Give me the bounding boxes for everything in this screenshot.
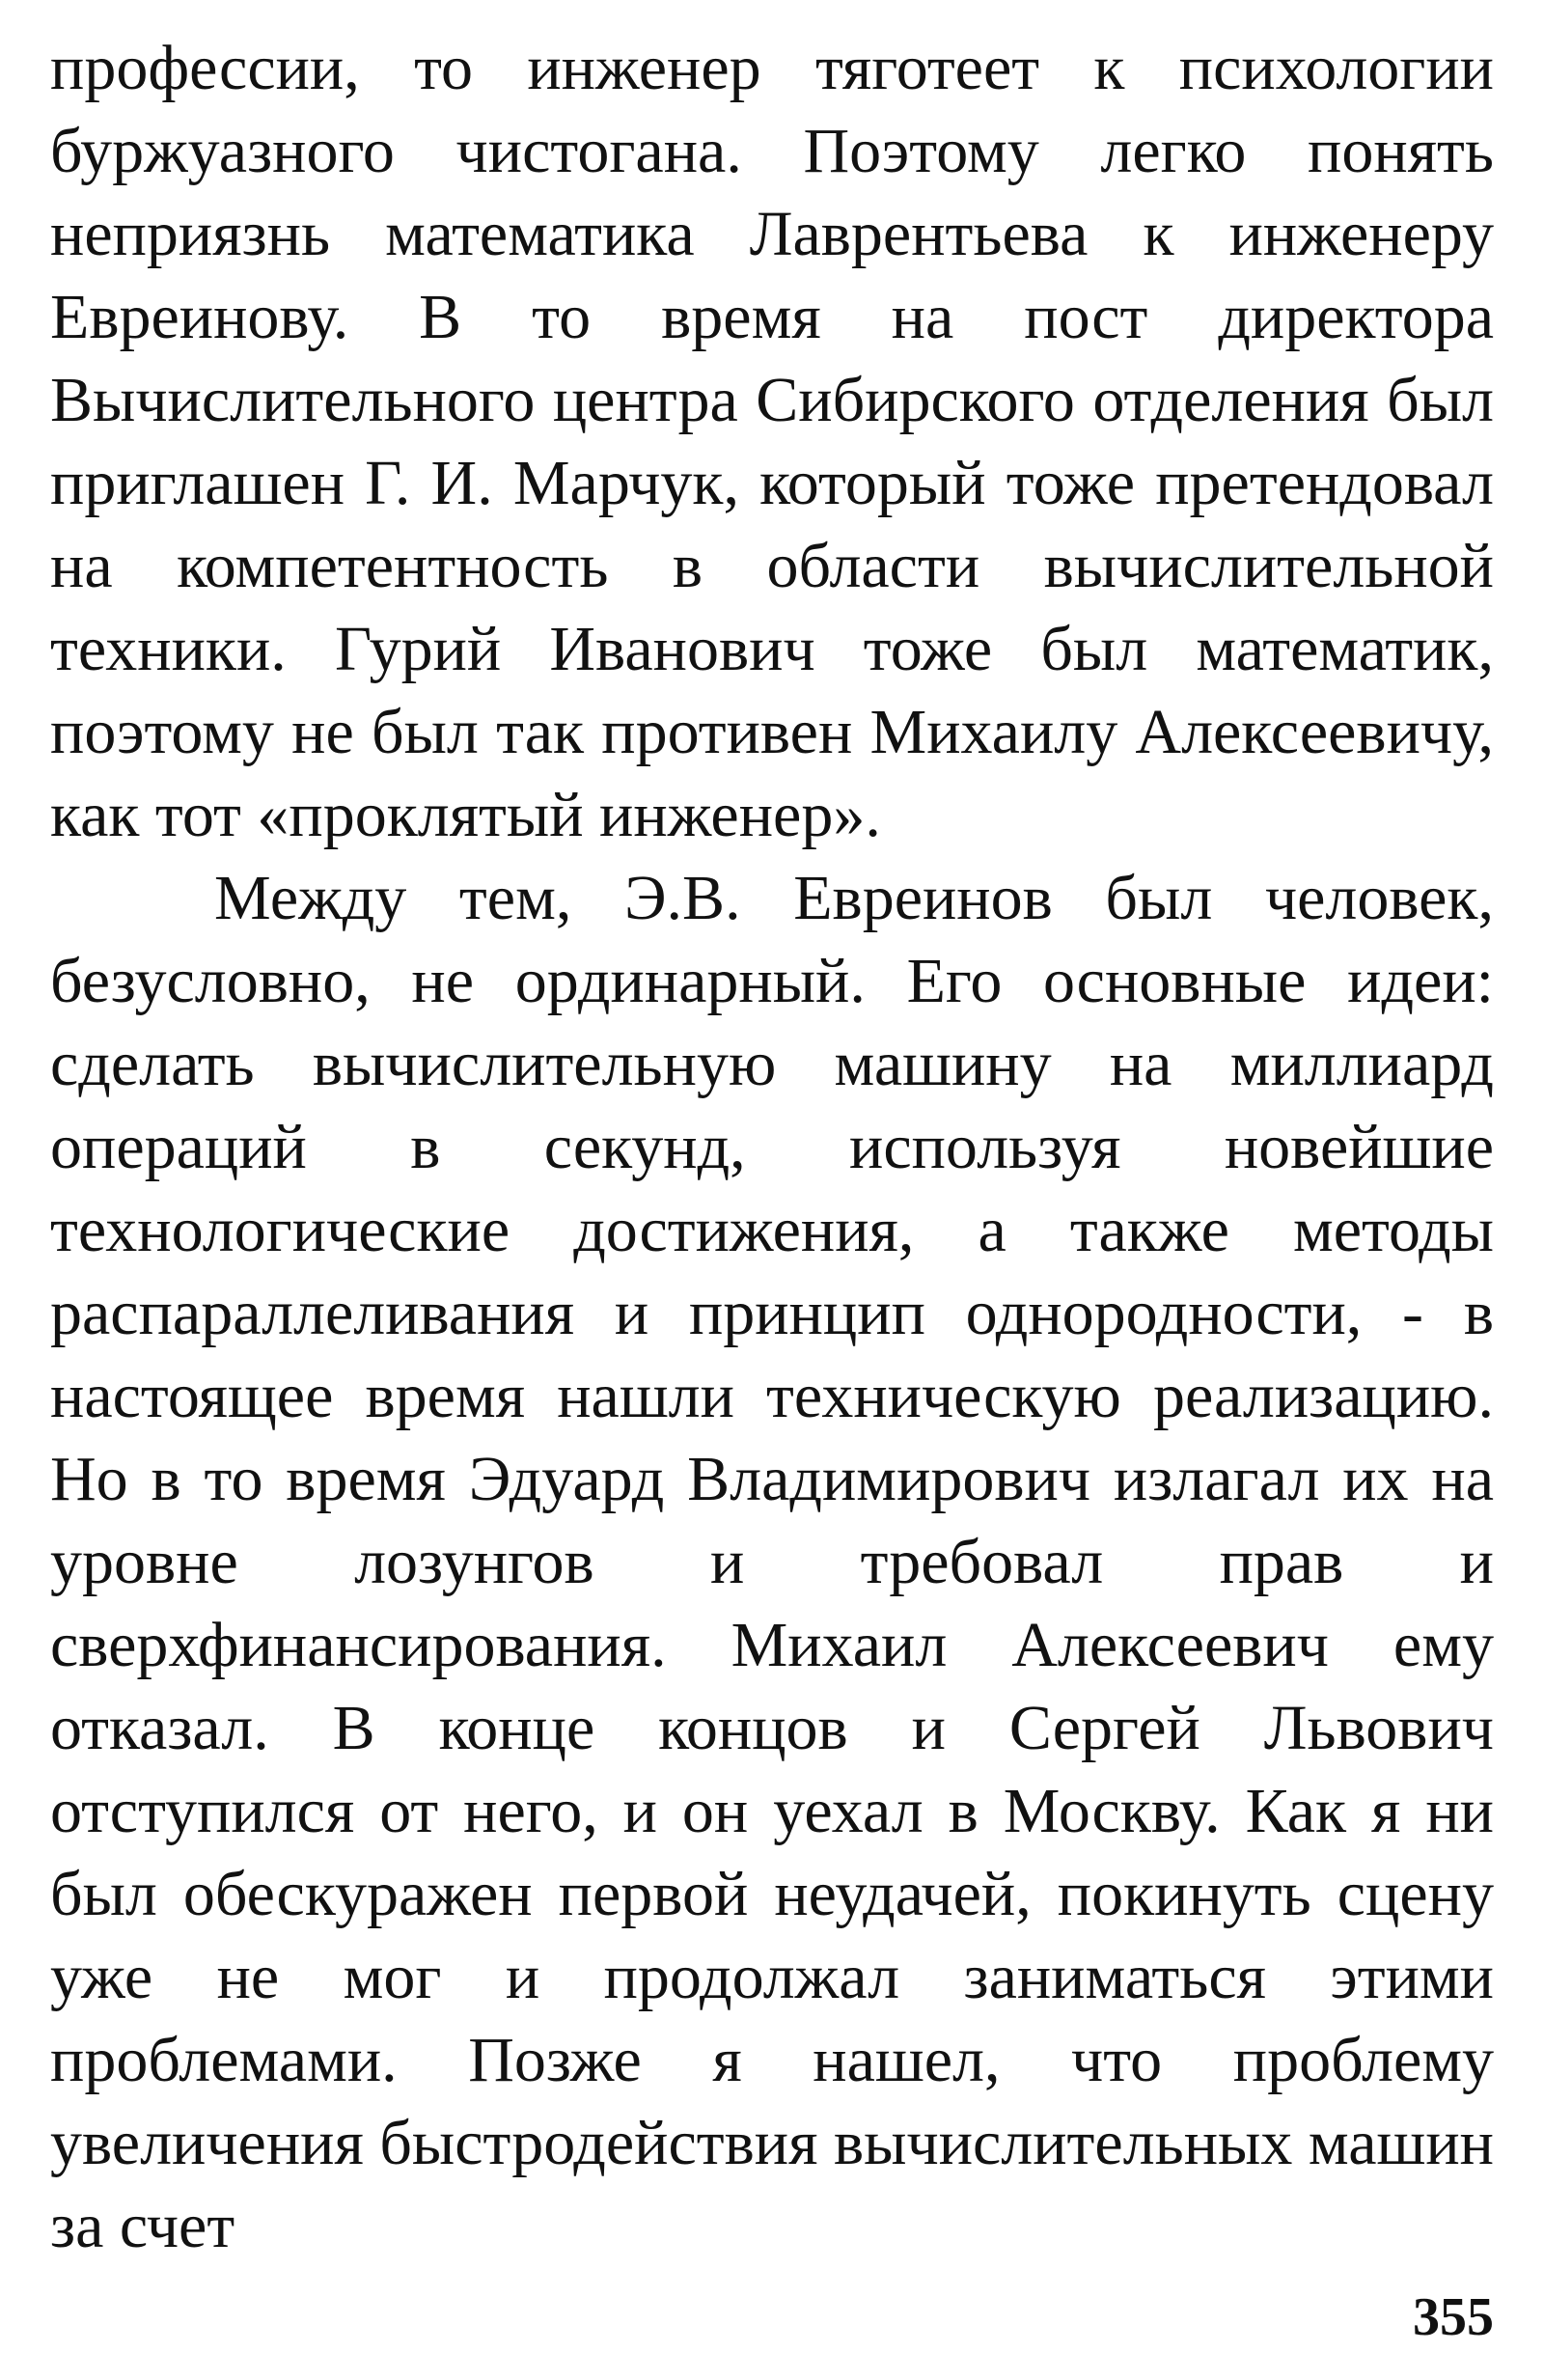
book-page	[50, 27, 1494, 2353]
paragraph-evreinov: Между тем, Э.В. Евреинов был человек, безусловно, не ординарный. Его основные идеи: сделать вычислительную машину на миллиард операций в секунд, используя новейшие технологические достижения, а также методы распараллеливания и принцип однородности, - в настоящее время нашли техническую реализацию. Но в то время Эдуард Владимирович излагал их на уровне лозунгов и требовал прав и сверхфинансирования. Михаил Алексеевич ему отказал. В конце концов и Сергей Львович отступился от него, и он уехал в Москву. Как я ни был обескуражен первой неудачей, покинуть сцену уже не мог и продолжал заниматься этими проблемами. Позже я нашел, что проблему увеличения быстродействия вычислительных машин за счет	[50, 863, 1494, 2261]
paragraph-continued: профессии, то инженер тяготеет к психологии буржуазного чистогана. Поэтому легко понять неприязнь математика Лаврентьева к инженеру Евреинову. В то время на пост директора Вычислительного центра Сибирского отделения был приглашен Г. И. Марчук, который тоже претендовал на компетентность в области вычислительной техники. Гурий Иванович тоже был математик, поэтому не был так противен Михаилу Алексеевичу, как тот «проклятый инженер».	[50, 33, 1494, 850]
page-number: 355	[1413, 2287, 1494, 2347]
